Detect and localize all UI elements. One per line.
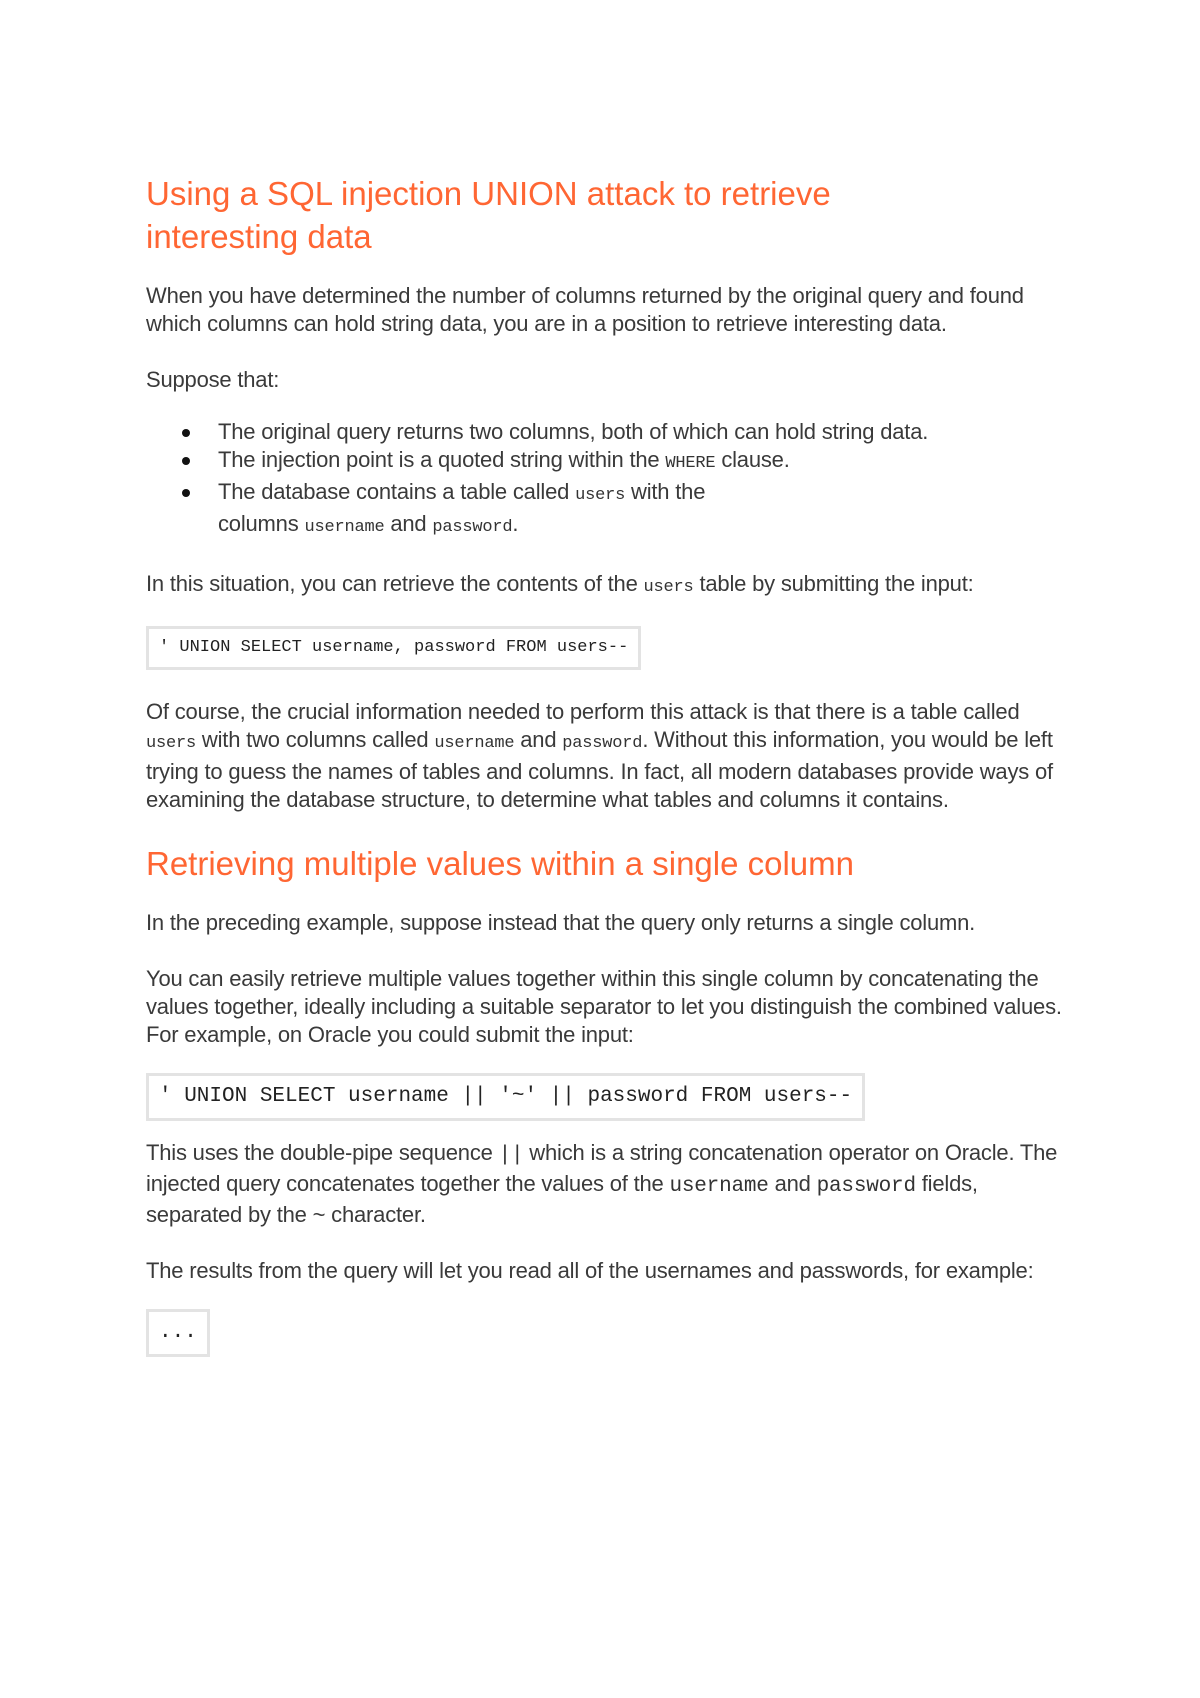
preceding-paragraph: In the preceding example, suppose instead that the query only returns a single column. [146, 910, 976, 935]
concatenate-paragraph: You can easily retrieve multiple values together within this single column by concatenating the values together, ideally including a suitable separator to let you distinguish the combined values. For example, on Oracle you could submit the input: [146, 966, 1062, 1047]
section-heading-union-attack: Using a SQL injection UNION attack to retrieve interesting data [146, 175, 831, 255]
text-run: and [514, 727, 563, 752]
inline-code: password [816, 1175, 916, 1198]
list-item-text: The database contains a table called [218, 479, 576, 504]
inline-code: password [562, 734, 643, 753]
inline-code: username [669, 1175, 769, 1198]
document-page [146, 172, 1066, 1357]
suppose-paragraph: Suppose that: [146, 367, 280, 392]
text-run: This uses the double-pipe sequence [146, 1140, 499, 1165]
list-item-text: with the columns [218, 479, 706, 536]
bullet-icon [182, 429, 190, 437]
intro-paragraph: When you have determined the number of columns returned by the original query and found which columns can hold string data, you are in a position to retrieve interesting data. [146, 283, 1024, 336]
double-pipe-paragraph [146, 1139, 1066, 1229]
text-run: In this situation, you can retrieve the contents of the [146, 571, 644, 596]
inline-code: username [434, 734, 515, 753]
course-paragraph [146, 698, 1066, 814]
list-item-text: clause. [715, 447, 790, 472]
bullet-icon [182, 489, 190, 497]
bullet-icon [182, 457, 190, 465]
list-item-text: and [384, 511, 433, 536]
list-item-text: The original query returns two columns, both of which can hold string data. [218, 419, 929, 444]
situation-paragraph [146, 570, 1066, 602]
assumption-list [146, 418, 1066, 542]
code-block-results: ... [146, 1309, 210, 1357]
text-run: which is a string concatenation operator on Oracle. The injected query concatenates together the values of the [146, 1140, 1058, 1196]
inline-code: users [575, 486, 626, 505]
inline-code: users [146, 734, 197, 753]
text-run: . Without this information, you would be left trying to guess the names of tables and columns. In fact, all modern databases provide ways of examining the database structure, to determine what tables and columns it contains. [146, 727, 1053, 812]
list-item-text: The injection point is a quoted string within the [218, 447, 666, 472]
code-block-union-select: ' UNION SELECT username, password FROM users-- [146, 626, 641, 670]
inline-code: password [432, 518, 513, 537]
section-heading-multiple-values: Retrieving multiple values within a single column [146, 845, 855, 882]
text-run: with two columns called [196, 727, 435, 752]
text-run: fields, separated by the ~ character. [146, 1171, 978, 1227]
text-run: Of course, the crucial information needed to perform this attack is that there is a table called [146, 699, 1020, 724]
code-block-concatenation: ' UNION SELECT username || '~' || password FROM users-- [146, 1073, 865, 1121]
inline-code: WHERE [665, 454, 716, 473]
inline-code: users [643, 578, 694, 597]
list-item-text: . [512, 511, 519, 536]
results-paragraph: The results from the query will let you read all of the usernames and passwords, for example: [146, 1258, 1034, 1283]
text-run: table by submitting the input: [693, 571, 974, 596]
list-item [146, 478, 738, 542]
inline-code: username [304, 518, 385, 537]
list-item [146, 446, 1066, 478]
text-run: and [768, 1171, 817, 1196]
inline-code: || [498, 1144, 524, 1167]
list-item [146, 418, 1066, 446]
